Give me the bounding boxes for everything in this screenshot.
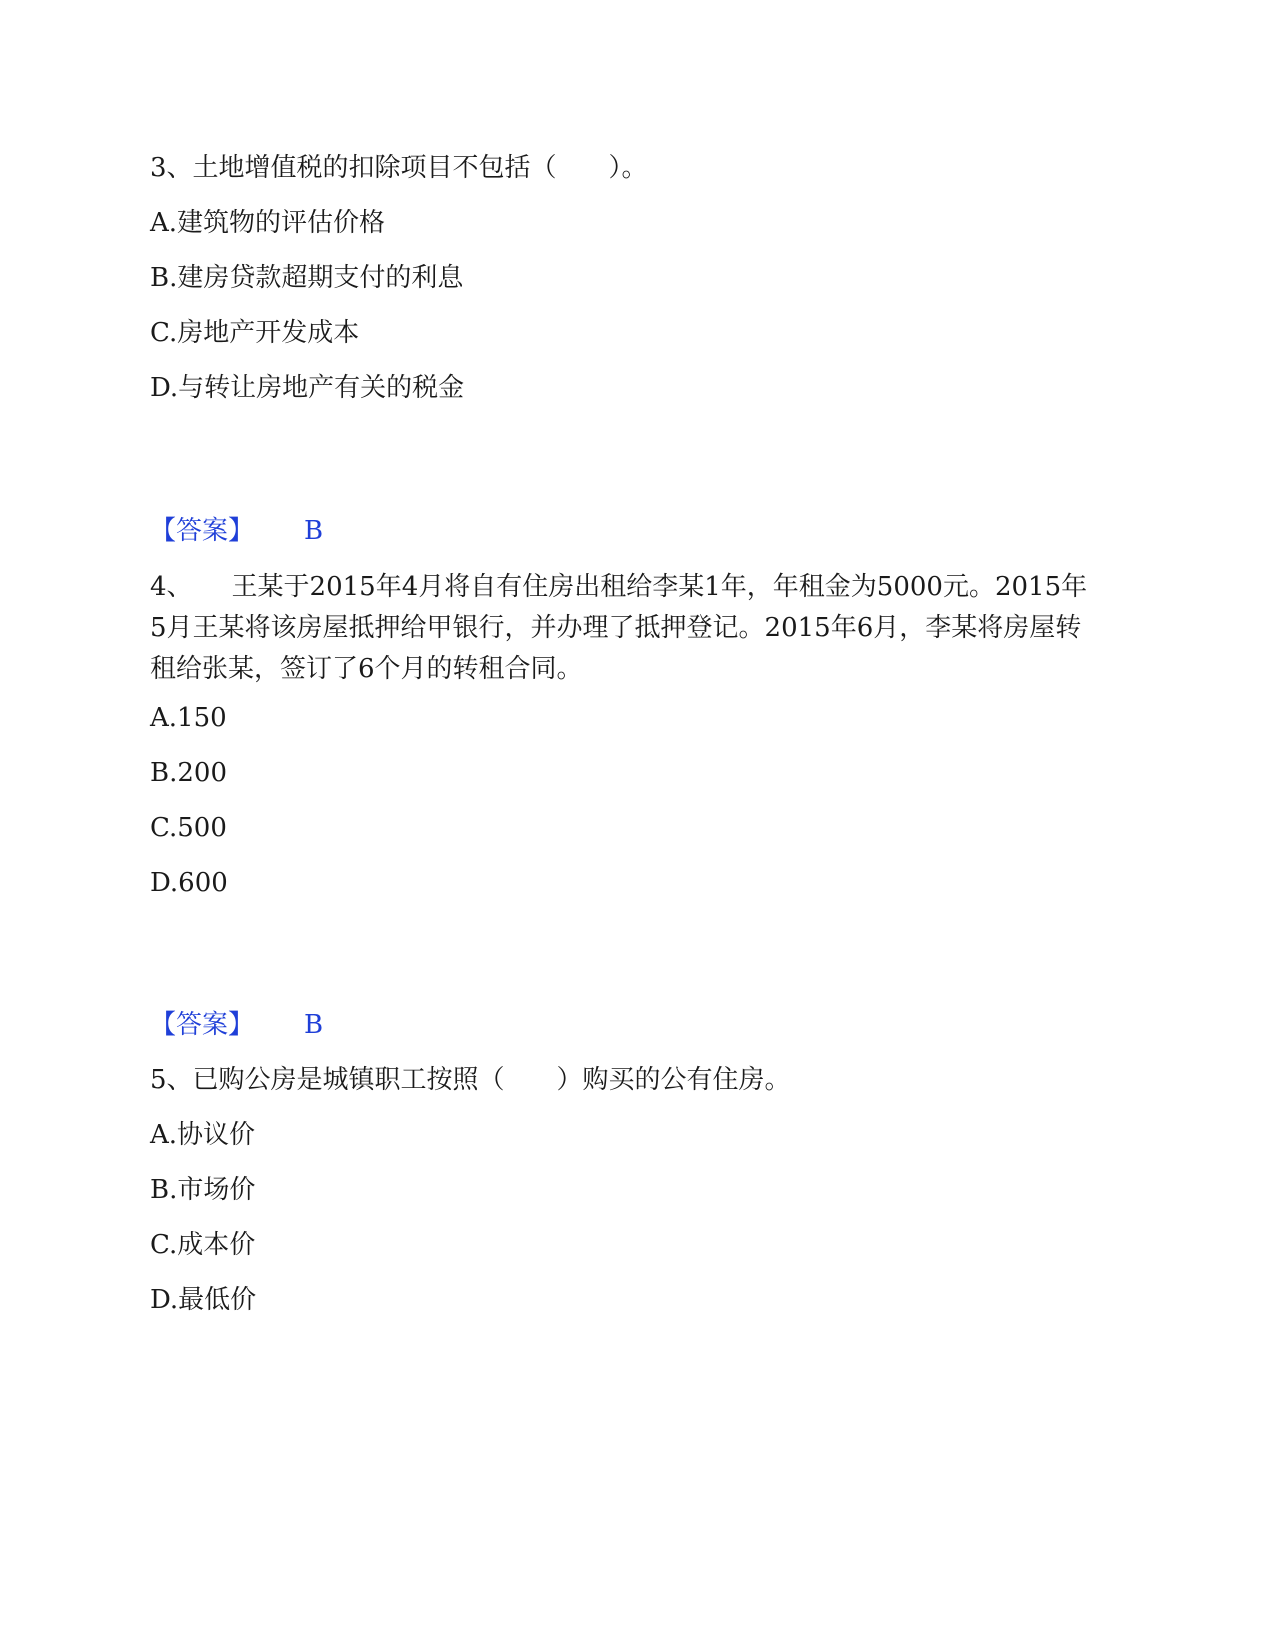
question-4-option-b: B.200 [150,758,227,788]
question-4-option-a: A.150 [150,703,227,733]
question-5-option-c: C.成本价 [150,1230,256,1260]
answer-value: B [304,1010,324,1040]
answer-label: 【答案】 [150,1010,255,1040]
question-5-stem: 5、已购公房是城镇职工按照（ ）购买的公有住房。 [150,1065,791,1095]
question-3-option-a: A.建筑物的评估价格 [150,208,386,238]
question-3-answer [150,515,323,547]
question-3-option-b: B.建房贷款超期支付的利息 [150,263,464,293]
answer-value: B [304,516,324,546]
question-5-option-a: A.协议价 [150,1120,256,1150]
question-4-option-d: D.600 [150,868,228,898]
question-5-option-b: B.市场价 [150,1175,256,1205]
question-4-stem: 4、 王某于2015年4月将自有住房出租给李某1年，年租金为5000元。2015年5月王某将该房屋抵押给甲银行，并办理了抵押登记。2015年6月，李某将房屋转租给张某，签订了6个月的转租合同。 [150,572,1088,684]
question-3-option-d: D.与转让房地产有关的税金 [150,373,465,403]
answer-label: 【答案】 [150,516,255,546]
question-3-option-c: C.房地产开发成本 [150,318,360,348]
question-4-answer [150,1009,323,1041]
question-3-stem: 3、土地增值税的扣除项目不包括（ ）。 [150,153,648,183]
question-5-option-d: D.最低价 [150,1285,257,1315]
question-4-option-c: C.500 [150,813,227,843]
